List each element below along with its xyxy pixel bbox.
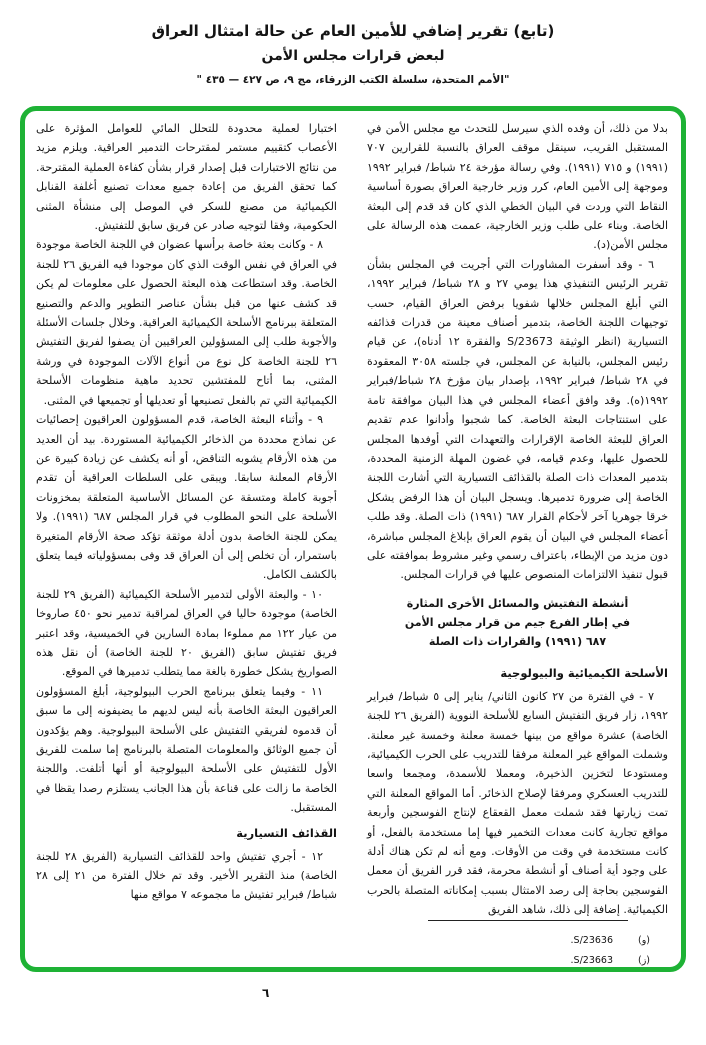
document-header [0,18,706,90]
left-column [36,119,337,965]
section-heading-line3: ٦٨٧ (١٩٩١) والقرارات ذات الصلة [428,634,607,648]
subsection-heading-ballistic-missiles: القذائف التسيارية [236,825,337,840]
footnote-2-text: S/23663. [570,954,613,966]
footnote-separator [428,920,628,921]
section-heading-line2: في إطار الفرع جيم من قرار مجلس الأمن [404,615,631,629]
footnote-1-marker: (و) [637,934,650,946]
footnote-1 [367,931,668,951]
section-heading [367,594,668,651]
paragraph-continuation-right: بدلا من ذلك، أن وفده الذي سيرسل للتحدث مع مجلس الأمن في المستقبل القريب، سينقل موقف العراق بالنسبة للقرارين ٧٠٧ (١٩٩١) و ٧١٥ (١٩٩١). وفي رسالة مؤرخة ٢٤ شباط/ فبراير ١٩٩٢ وموجهة إلى الأمين العام، كرر وزير خارجية العراق بصورة أساسية النقاط التي وردت في البيان الخطي الذي كان قد قدم إلى البعثة الخاصة. وبناء على طلب وزير الخارجية، عممت هذه الرسالة على مجلس الأمن(د). [367,122,668,252]
right-column [367,119,668,965]
page-title: (تابع) تقرير إضافي للأمين العام عن حالة امتثال العراق [151,22,555,40]
paragraph-11: ١١ - وفيما يتعلق ببرنامج الحرب البيولوجية، أبلغ المسؤولون العراقيون البعثة الخاصة بأنه ليس لديهم ما يضيفونه إلى ما سبق أن قدموه لفريقي التفتيش على الأسلحة البيولوجية. وهم يؤكدون أن جميع الوثائق والمعلومات المتصلة بالبرنامج إما سلمت للفريق الأول للتفتيش على الأسلحة البيولوجية أو أنها أتلفت. واللجنة الخاصة ما زالت على قناعة بأن هذا الجانب يستلزم رصدا يقظا في المستقبل. [36,684,337,815]
footnote-2-marker: (ز) [637,954,650,966]
paragraph-continuation-left: اختبارا لعملية محدودة للتحلل المائي للعوامل المؤثرة على الأعصاب كتقييم مستمر لمقترحات التدمير العراقية. ويلزم مزيد من نتائج الاختبارات قبل إصدار قرار بشأن كفاءة العملية المقترحة. كما تحقق الفريق من إعادة جميع معدات تصنيع أغلفة القنابل الكيميائية من مصنع للسكر في الموصل إلى منشأة المثنى الحكومية، وفقا لتوجيه صادر عن فريق سابق للتفتيش. [36,122,337,233]
footnote-2 [367,951,668,971]
footnote-1-text: S/23636. [570,934,613,946]
source-citation: "الأمم المتحدة، سلسلة الكتب الزرقاء، مج ٩، ص ٤٢٧ — ٤٣٥ " [196,74,510,86]
paragraph-7: ٧ - في الفترة من ٢٧ كانون الثاني/ يناير إلى ٥ شباط/ فبراير ١٩٩٢، زار فريق التفتيش السابع للأسلحة النووية (الفريق ٢٦ للجنة الخاصة) عشرة مواقع من بينها خمسة معلنة وخمسة غير معلنة. وشملت المواقع غير المعلنة مرفقا للتدريب على الحرب الكيميائية، ومستودعا لتخزين الذخيرة، ومعملا للأسمدة، ومجمعا واسعا للتدريب العسكري ومرفقا لإصلاح الذخائر. أما المواقع المعلنة التي تمت زيارتها فقد شملت معمل القعقاع لإنتاج الفوسجين وأربعة مواقع تجارية كانت معدات التخمير فيها إما مستخدمة بالفعل، أو كانت مستخدمة في وقت من الأوقات. ومع أنه لم تكن هناك أدلة على وجود أية أصناف أو أنشطة محرمة، فقد قرر الفريق أن معمل الفوسجين بحاجة إلى رصد الامتثال بسبب إمكاناته المتصلة بالحرب الكيميائية. إضافة إلى ذلك، شاهد الفريق [367,689,668,917]
subsection-heading-chemical-biological: الأسلحة الكيميائية والبيولوجية [500,665,668,680]
paragraph-10: ١٠ - والبعثة الأولى لتدمير الأسلحة الكيميائية (الفريق ٢٩ للجنة الخاصة) موجودة حاليا في العراق لمراقبة تدمير نحو ٤٥٠ صاروخا من عيار ١٢٢ مم مملوءا بمادة السارين في الخميسية، وقد اعتبر فريق تفتيش سابق (الفريق ٢٠ للجنة الخاصة) أن نقل هذه الصواريخ يشكل خطورة بالغة مما يتطلب تدميرها في الموقع. [36,587,338,679]
paragraph-8: ٨ - وكانت بعثة خاصة برأسها عضوان في اللجنة الخاصة موجودة في العراق في نفس الوقت الذي كان موجودا فيه الفريق ٢٦ للجنة الخاصة. وقد استطاعت هذه البعثة الحصول على معلومات لم يكن قد كشف عنها من قبل بشأن عناصر التطوير والدعم والتصنيع المتعلقة ببرنامج الأسلحة الكيميائية العراقية. وخلال جلسات الأسئلة والأجوبة طلب إلى المسؤولين العراقيين أن يصفوا لفريق التفتيش ٢٦ للجنة الخاصة كل نوع من أنواع الآلات الموجودة في ورشة المثنى، بما أتاح للمفتشين تحديد ماهية منظومات الأسلحة الكيميائية التي تم بالفعل تصنيعها أو تعديلها أو تجميعها في المثنى. [36,238,337,407]
body-columns [36,119,668,965]
paragraph-12: ١٢ - أجري تفتيش واحد للقذائف التسيارية (الفريق ٢٨ للجنة الخاصة) منذ التقرير الأخير. وقد تم خلال الفترة من ٢١ إلى ٢٨ شباط/ فبراير تفتيش ما مجموعه ٧ مواقع منها [36,849,337,902]
paragraph-9: ٩ - وأثناء البعثة الخاصة، قدم المسؤولون العراقيون إحصائيات عن نماذج محددة من الذخائر الكيميائية المستوردة. بيد أن العديد من هذه الأرقام يشوبه التناقض، أو أنه يكشف عن زيادة كبيرة عن الأرقام المعلنة سابقا. ويبقى على السلطات العراقية أن تقدم أجوبة كاملة ومتسقة عن المسائل الأساسية المتعلقة بمخزونات الأسلحة على النحو المطلوب في قرار المجلس ٦٨٧ (١٩٩١). ولا يمكن للجنة الخاصة بدون أدلة موثقة تؤكد صحة الأرقام المتغيرة باستمرار، أن تخلص إلى أن العراق قد وفى بمسؤولياته فيما يتعلق بالكشف الكامل. [36,413,337,582]
paragraph-6: ٦ - وقد أسفرت المشاورات التي أجريت في المجلس بشأن تقرير الرئيس التنفيذي هذا يومي ٢٧ و ٢٨ شباط/ فبراير ١٩٩٢، التي أبلغ المجلس خلالها شفويا برفض العراق القيام، حسب توجيهات اللجنة الخاصة، بتدمير أصناف معينة من قدرات قذائفه التسيارية (انظر الوثيقة S/23673 والفقرة ١٢ أدناه)، عن قيام رئيس المجلس، بالنيابة عن المجلس، في جلسته ٣٠٥٨ المعقودة في ٢٨ شباط/ فبراير ١٩٩٢، بإصدار بيان مؤرخ ٢٨ شباط/فبراير ١٩٩٢(ه). وقد وافق أعضاء المجلس في هذا البيان موافقة تامة على استنتاجات البعثة الخاصة. كما شجبوا وأدانوا عدم تقديم العراق للبعثة الخاصة الإقرارات والتعهدات التي أوفدها المجلس للحصول عليها، وعدم قيامه، في غضون المهلة الزمنية المحددة، بتدمير المعدات ذات الصلة بالقذائف التسيارية التي أشارت اللجنة الخاصة إلى ضرورة تدميرها. ويسجل البيان أن هذا الرفض يشكل خرقا جوهريا آخر لأحكام القرار ٦٨٧ (١٩٩١) ذات الصلة. وقد طلب أعضاء المجلس في البيان أن يقوم العراق بإبلاغ المجلس مباشرة، دون مزيد من الإبطاء، باعتراف رسمي وغير مشروط بموافقته على قبول تنفيذ الالتزامات المنصوص عليها في قرارات المجلس. [367,257,668,582]
footnote-block [367,920,668,971]
page-number: ٦ [262,986,270,1000]
page-subtitle: لبعض قرارات مجلس الأمن [261,48,445,64]
section-heading-line1: أنشطة التفتيش والمسائل الأخرى المثارة [406,596,629,610]
